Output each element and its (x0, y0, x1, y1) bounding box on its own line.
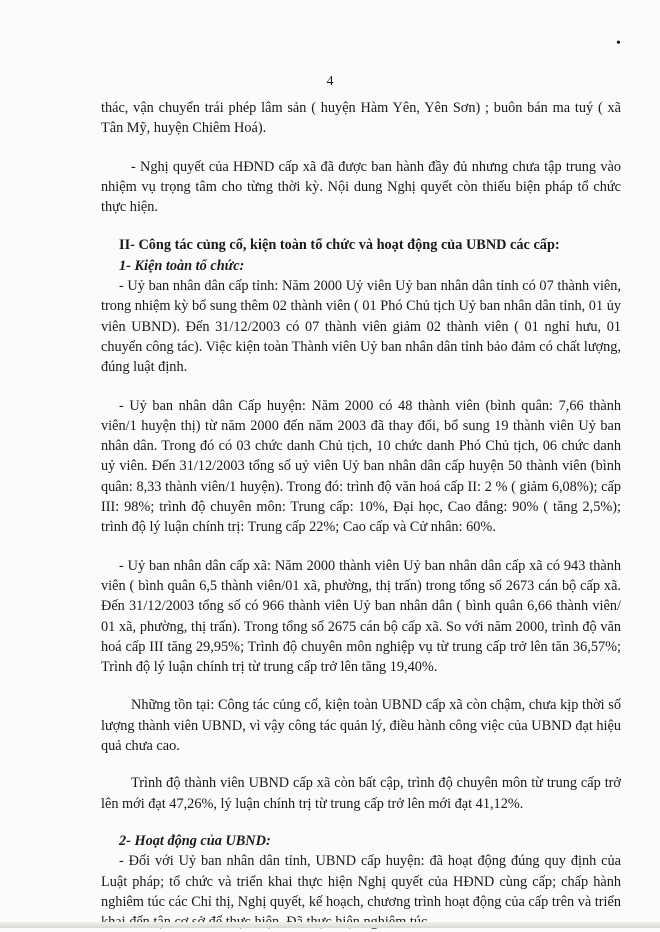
subsection-heading-1: 1- Kiện toàn tổ chức: (119, 257, 245, 274)
paragraph-continuation: thác, vận chuyển trái phép lâm sản ( huyện Hàm Yên, Yên Sơn) ; buôn bán ma tuý ( xã Tân Mỹ, huyện Chiêm Hoá). (101, 100, 621, 137)
paragraph-activities: - Đối với Uỷ ban nhân dân tỉnh, UBND cấp huyện: đã hoạt động đúng quy định của Luật pháp; tổ chức và triển khai thực hiện Nghị quyết của HĐND cùng cấp; chấp hành nghiêm túc các Chỉ thị, Nghị quyết, kế hoạch, chương trình hoạt động của cấp trên và triển (101, 853, 621, 910)
paragraph-commune-committee: - Uỷ ban nhân dân cấp xã: Năm 2000 thành viên Uỷ ban nhân dân cấp xã có 943 thành viên ( bình quân 6,5 thành viên/01 xã, phường, thị trấn) trong tổng số 2673 cán bộ cấp xã. Đến 31/12/2003 tổng số có 966 thành viên Uỷ ban nhân dân ( bình quân 6,66 thành viên/ 01 xã, phường, thị trấn). Trong tổng số 2675 cán bộ cấp xã. So với năm 2000, trình độ văn hoá cấp III tăng 29,95%; Trình độ chuyên môn nghiệp vụ từ trung cấp trở lên tăn 36,57%; Trình độ lý luận chính trị từ trung cấp trở lên tăng 19,40%. (101, 557, 621, 676)
paragraph-shortcomings: Những tồn tại: Công tác củng cố, kiện toàn UBND cấp xã còn chậm, chưa kịp thời số lượng thành viên UBND, vì vậy công tác quản lý, điều hành công việc của UBND đạt hiệu quả chưa cao. (101, 697, 621, 755)
page-number: 4 (326, 74, 334, 89)
paragraph-province-committee: - Uỷ ban nhân dân cấp tỉnh: Năm 2000 Uỷ viên Uỷ ban nhân dân tỉnh có 07 thành viên, trong nhiệm kỳ bổ sung thêm 02 thành viên ( 01 Phó Chủ tịch Uỷ ban nhân dân tỉnh, 01 ủy viên UBND). Đến 31/12/2003 có 07 thành viên giảm 02 thành viên ( 01 nghỉ hưu, 01 chuyển công tác). Việc kiện toàn Thành viên Uỷ ban nhân dân tỉnh bảo đảm có chất lượng, đúng luật định. (101, 278, 621, 376)
scan-mark: • (616, 36, 621, 51)
subsection-heading-2: 2- Hoạt động của UBND: (119, 832, 271, 849)
section-heading-ii: II- Công tác củng cố, kiện toàn tổ chức và hoạt động của UBND các cấp: (119, 237, 560, 254)
paragraph-district-committee: - Uỷ ban nhân dân Cấp huyện: Năm 2000 có 48 thành viên (bình quân: 7,66 thành viên/1 huyện thị) từ năm 2000 đến năm 2003 đã thay đổi, bổ sung 19 thành viên Uỷ ban nhân dân. Trong đó có 03 chức danh Chủ tịch, 10 chức danh Phó Chủ tịch, 06 chức danh uỷ viên. Đến 31/12/2003 tổng số uỷ viên Uỷ ban nhân dân cấp huyện 50 thành viên (bình quân: 8,33 thành viên/1 huyện). Trong đó: trình độ văn hoá cấp II: 2 % ( giảm 6,08%); cấp III: 98%; trình độ chuyên môn: Trung cấp: 10%, Đại học, Cao đẳng: 90% ( tăng 2,5%); trình độ lý luận chính trị: Trung cấp 22%; Cao cấp và Cử nhân: 60%. (101, 397, 621, 536)
paragraph-hdnd-resolution: - Nghị quyết của HĐND cấp xã đã được ban hành đầy đủ nhưng chưa tập trung vào nhiệm vụ trọng tâm cho từng thời kỳ. Nội dung Nghị quyết còn thiếu biện pháp tổ chức thực hiện. (101, 158, 621, 216)
document-body (101, 98, 621, 932)
scan-edge (0, 922, 660, 928)
paragraph-qualification: Trình độ thành viên UBND cấp xã còn bất cập, trình độ chuyên môn từ trung cấp trở lên mới đạt 47,26%, lý luận chính trị từ trung cấp trở lên mới đạt 41,12%. (101, 775, 621, 812)
